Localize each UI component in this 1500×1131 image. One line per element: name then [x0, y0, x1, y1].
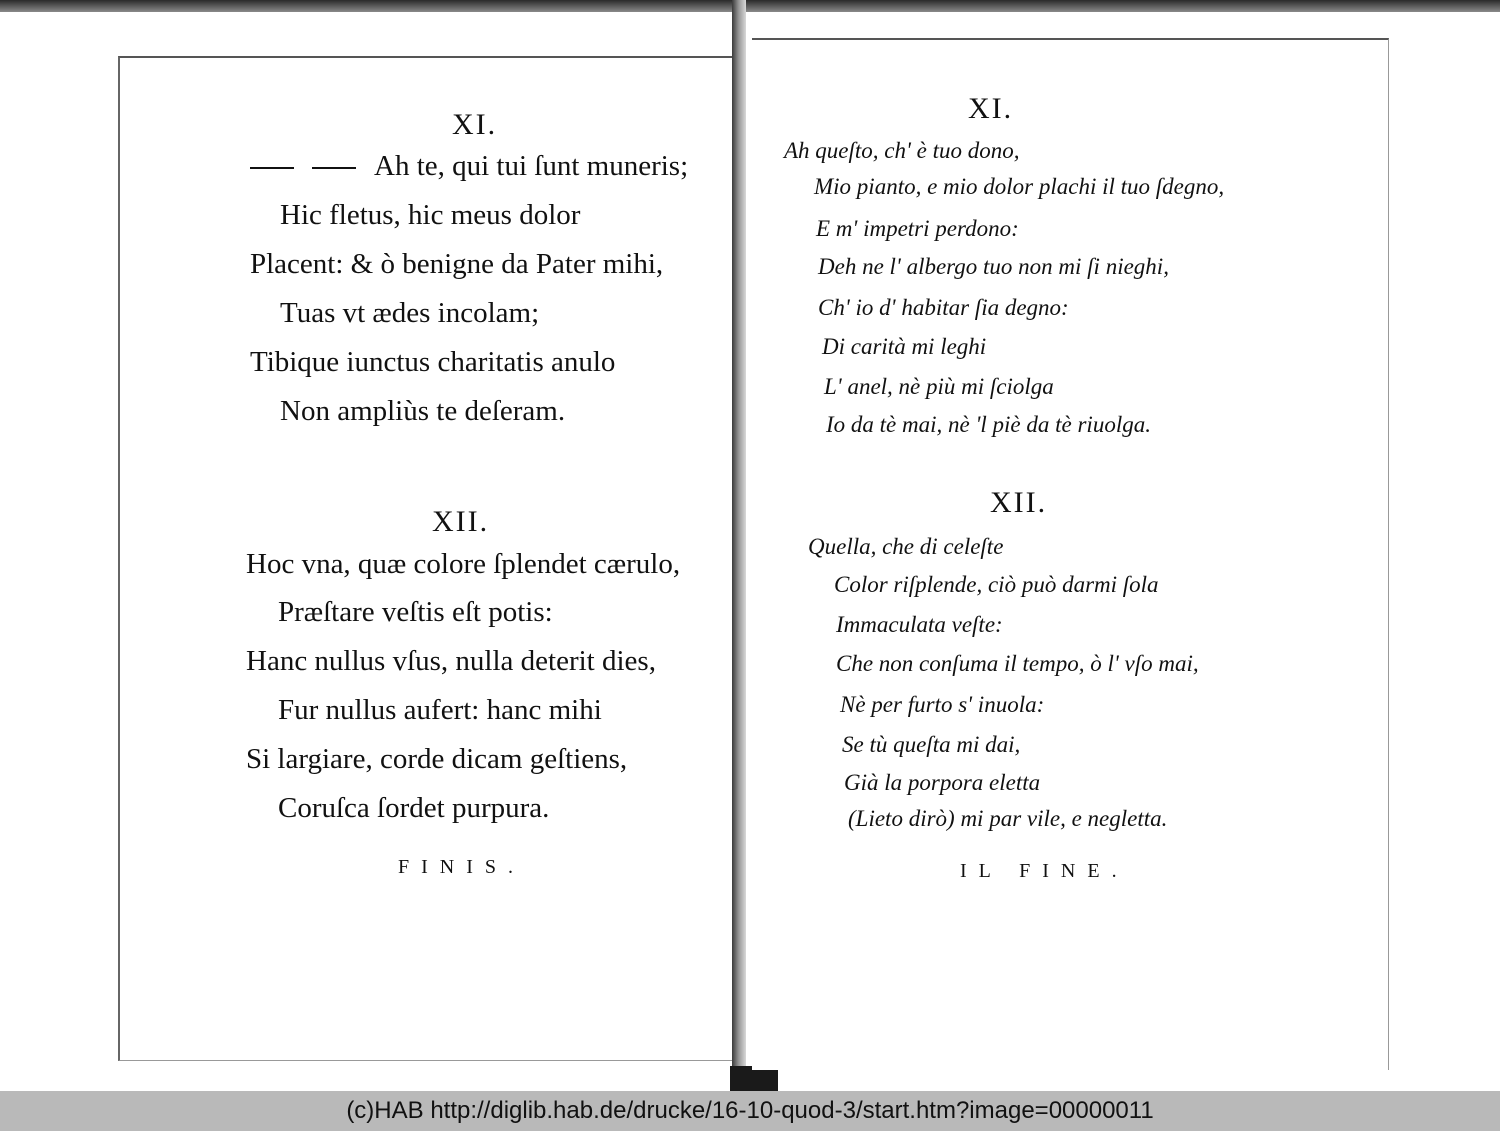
- left-xii-line-5: Si largiare, corde dicam geſtiens,: [246, 743, 628, 775]
- left-xi-line-3: Placent: & ò benigne da Pater mihi,: [250, 248, 664, 280]
- left-xi-line-4: Tuas vt ædes incolam;: [280, 297, 540, 329]
- right-xii-line-1: Quella, che di celeſte: [808, 534, 1004, 559]
- right-xi-line-7: L' anel, nè più mi ſciolga: [824, 374, 1054, 399]
- book-gutter: [732, 0, 746, 1090]
- left-xi-line-2: Hic fletus, hic meus dolor: [280, 199, 581, 231]
- left-xii-line-4: Fur nullus aufert: hanc mihi: [278, 694, 602, 726]
- left-xii-line-3: Hanc nullus vſus, nulla deterit dies,: [246, 645, 656, 677]
- right-xi-line-1: Ah queſto, ch' è tuo dono,: [784, 138, 1020, 163]
- dash-rule: [312, 167, 356, 169]
- right-heading-xi: XI.: [968, 92, 1014, 125]
- left-heading-xi: XI.: [452, 108, 498, 141]
- right-xii-line-7: Già la porpora eletta: [844, 770, 1041, 795]
- right-xi-line-5: Ch' io d' habitar ſia degno:: [818, 295, 1069, 320]
- copyright-footer: (c)HAB http://diglib.hab.de/drucke/16-10-quod-3/start.htm?image=00000011: [0, 1091, 1500, 1131]
- right-xii-line-8: (Lieto dirò) mi par vile, e negletta.: [848, 806, 1168, 831]
- right-finis: IL FINE.: [960, 860, 1129, 882]
- right-xii-line-2: Color riſplende, ciò può darmi ſola: [834, 572, 1159, 597]
- right-heading-xii: XII.: [990, 486, 1048, 519]
- left-heading-xii: XII.: [432, 505, 490, 538]
- left-xi-line-5: Tibique iunctus charitatis anulo: [250, 346, 616, 378]
- right-xi-line-3: E m' impetri perdono:: [816, 216, 1019, 241]
- right-xi-line-8: Io da tè mai, nè 'l piè da tè riuolga.: [826, 412, 1151, 437]
- left-xii-line-1: Hoc vna, quæ colore ſplendet cærulo,: [246, 548, 681, 580]
- right-xii-line-3: Immaculata veſte:: [836, 612, 1003, 637]
- left-xi-line-1: Ah te, qui tui ſunt muneris;: [250, 150, 688, 183]
- right-xi-line-4: Deh ne l' albergo tuo non mi ſi nieghi,: [818, 254, 1169, 279]
- dash-rule: [250, 167, 294, 169]
- right-xi-line-2: Mio pianto, e mio dolor plachi il tuo ſdegno,: [814, 174, 1225, 199]
- left-xi-line-6: Non ampliùs te deſeram.: [280, 395, 566, 427]
- scan-top-edge: [0, 0, 1500, 12]
- right-xii-line-4: Che non conſuma il tempo, ò l' vſo mai,: [836, 651, 1199, 676]
- left-xii-line-6: Coruſca ſordet purpura.: [278, 792, 550, 824]
- right-xii-line-6: Se tù queſta mi dai,: [842, 732, 1021, 757]
- right-xii-line-5: Nè per furto s' inuola:: [840, 692, 1045, 717]
- left-finis: FINIS.: [398, 856, 526, 878]
- left-xii-line-2: Præſtare veſtis eſt potis:: [278, 596, 553, 628]
- right-xi-line-6: Di carità mi leghi: [822, 334, 987, 359]
